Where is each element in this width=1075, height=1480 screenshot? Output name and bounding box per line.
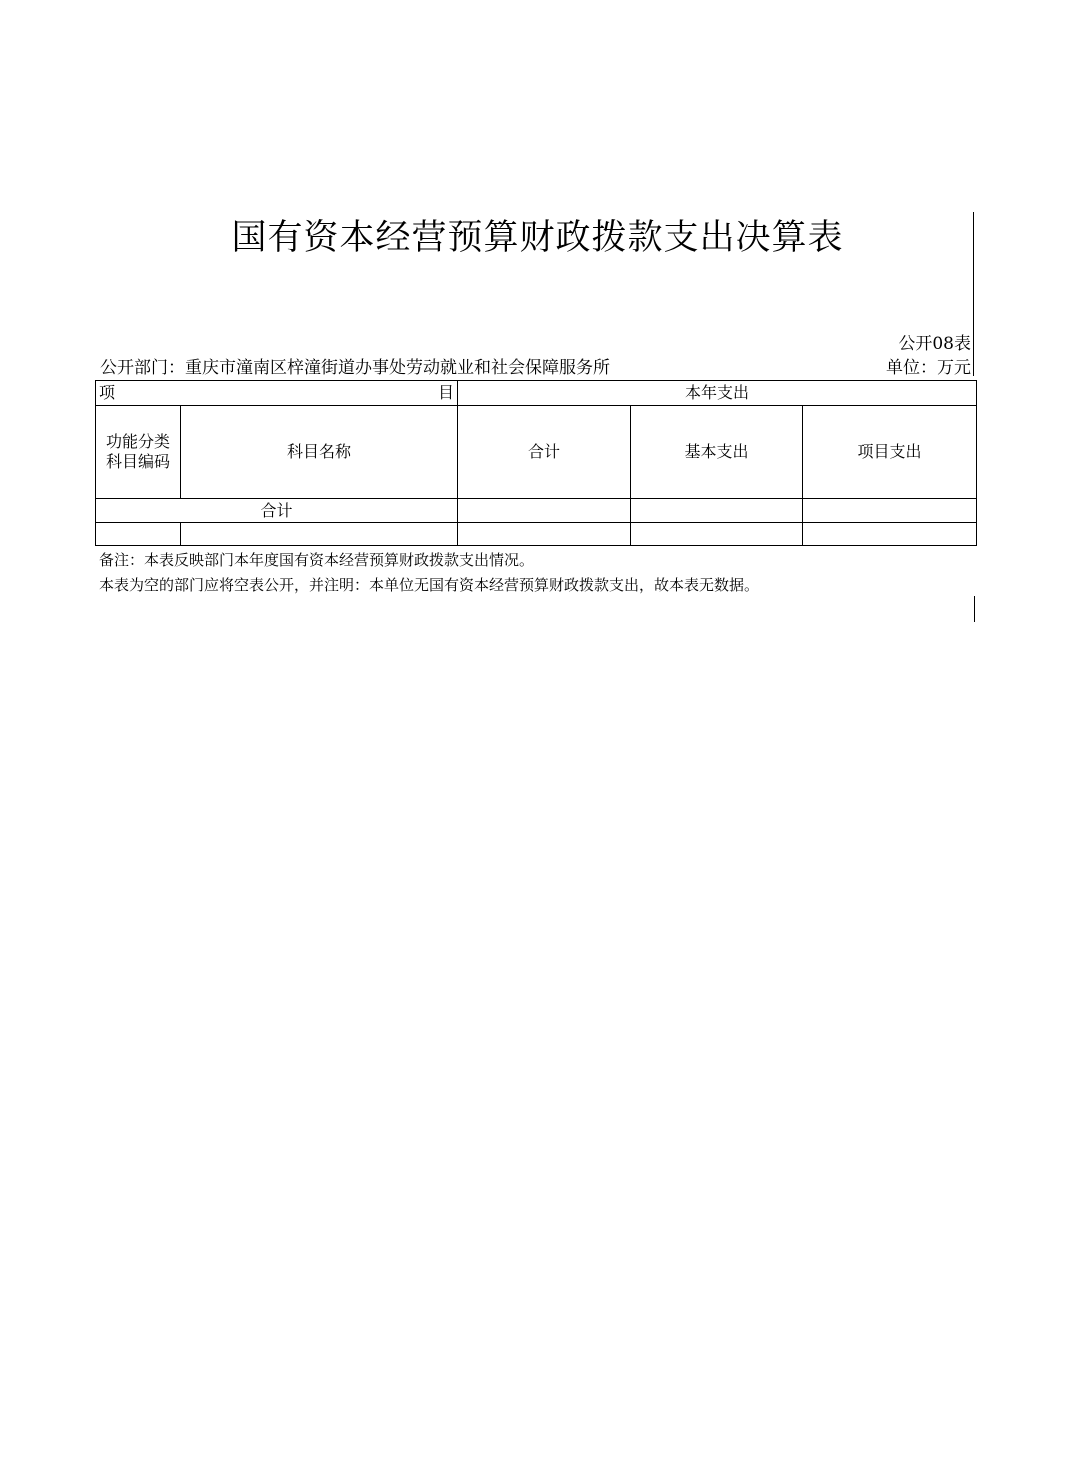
table-cell <box>458 523 631 546</box>
col-function-code <box>96 406 181 499</box>
col-function-code-line2: 科目编码 <box>105 452 170 471</box>
table-cell <box>803 523 977 546</box>
page-title: 国有资本经营预算财政拨款支出决算表 <box>231 218 844 258</box>
row-total-project <box>803 499 977 523</box>
header-project-right: 目 <box>437 383 454 402</box>
form-number: 公开08表 <box>898 334 971 354</box>
row-total-label: 合计 <box>96 499 458 523</box>
header-project-left: 项 <box>99 383 116 402</box>
table-cell <box>96 523 181 546</box>
col-function-code-line1: 功能分类 <box>105 432 170 451</box>
col-project-expenditure: 项目支出 <box>803 406 977 499</box>
note-empty-instruction: 本表为空的部门应将空表公开，并注明：本单位无国有资本经营预算财政拨款支出，故本表无数据。 <box>99 576 760 594</box>
department-label: 公开部门：重庆市潼南区梓潼街道办事处劳动就业和社会保障服务所 <box>100 358 610 378</box>
expenditure-table <box>95 380 977 546</box>
table-row <box>96 523 977 546</box>
header-project <box>96 381 458 406</box>
row-total-basic <box>631 499 803 523</box>
unit-label: 单位：万元 <box>886 358 971 378</box>
table-cell <box>631 523 803 546</box>
table-row-total <box>96 499 977 523</box>
header-this-year: 本年支出 <box>458 381 977 406</box>
col-total: 合计 <box>458 406 631 499</box>
note-remark: 备注：本表反映部门本年度国有资本经营预算财政拨款支出情况。 <box>99 551 535 569</box>
col-subject-name: 科目名称 <box>181 406 458 499</box>
row-total-amount <box>458 499 631 523</box>
table-cell <box>181 523 458 546</box>
right-border-line <box>973 212 974 376</box>
col-basic-expenditure: 基本支出 <box>631 406 803 499</box>
right-border-line-lower <box>974 596 975 622</box>
